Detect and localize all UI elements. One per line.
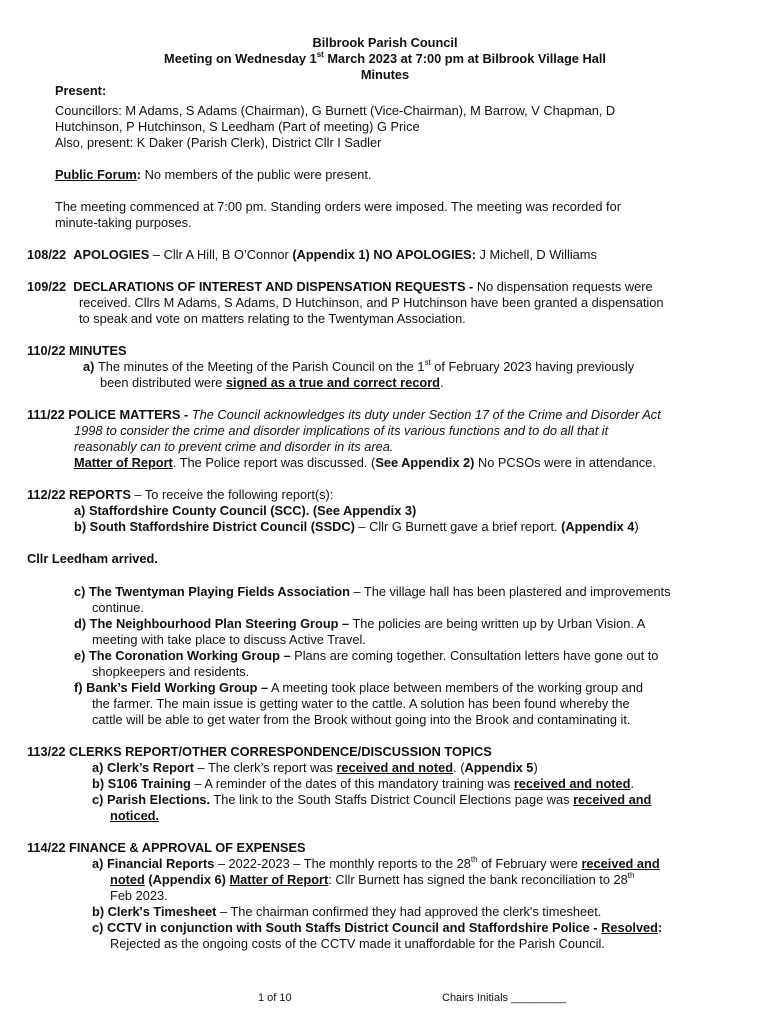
item-110: 110/22 MINUTES	[27, 343, 127, 358]
council-title: Bilbrook Parish Council	[312, 35, 458, 50]
item-112-c-text: continue.	[92, 600, 144, 615]
item-112-d: d) The Neighbourhood Plan Steering Group – The policies are being written up by Urban Vision. A	[74, 616, 646, 631]
item-112-f-text: cattle will be able to get water from the Brook without going into the Brook and contaminating it.	[92, 712, 631, 727]
item-114: 114/22 FINANCE & APPROVAL OF EXPENSES	[27, 840, 306, 855]
item-109-text: to speak and vote on matters relating to the Twentyman Association.	[79, 311, 466, 326]
page-number: 1 of 10	[258, 992, 292, 1004]
present-line: Councillors: M Adams, S Adams (Chairman), G Burnett (Vice-Chairman), M Barrow, V Chapman, D	[55, 103, 616, 118]
item-112-a: a) Staffordshire County Council (SCC). (See Appendix 3)	[74, 503, 417, 518]
document-type: Minutes	[360, 67, 410, 82]
item-113-c-text: noticed.	[110, 808, 160, 823]
item-113-a: a) Clerk’s Report – The clerk’s report was received and noted. (Appendix 5)	[92, 760, 538, 775]
item-111-report: Matter of Report. The Police report was discussed. (See Appendix 2) No PCSOs were in attendance.	[74, 455, 656, 470]
item-114-a-text: noted (Appendix 6) Matter of Report: Cllr Burnett has signed the bank reconciliation to 28th	[110, 870, 635, 887]
item-109: 109/22 DECLARATIONS OF INTEREST AND DISPENSATION REQUESTS - No dispensation requests were	[27, 279, 653, 294]
item-114-a: a) Financial Reports – 2022-2023 – The monthly reports to the 28th of February were received and	[92, 854, 660, 871]
item-113-b: b) S106 Training – A reminder of the dates of this mandatory training was received and noted.	[92, 776, 635, 791]
item-111-text: reasonably can to prevent crime and disorder in its area.	[74, 439, 394, 454]
item-112: 112/22 REPORTS – To receive the following report(s):	[27, 487, 334, 502]
item-114-b: b) Clerk's Timesheet – The chairman confirmed they had approved the clerk's timesheet.	[92, 904, 602, 919]
public-forum: Public Forum: No members of the public were present.	[55, 167, 372, 182]
item-112-e: e) The Coronation Working Group – Plans are coming together. Consultation letters have gone out to	[74, 648, 659, 663]
item-114-c-text: Rejected as the ongoing costs of the CCTV made it unaffordable for the Parish Council.	[110, 936, 605, 951]
meeting-title: Meeting on Wednesday 1st March 2023 at 7:00 pm at Bilbrook Village Hall	[164, 49, 606, 66]
present-line: Hutchinson, P Hutchinson, S Leedham (Part of meeting) G Price	[55, 119, 420, 134]
item-114-a-text: Feb 2023.	[110, 888, 168, 903]
item-108: 108/22 APOLOGIES – Cllr A Hill, B O’Connor (Appendix 1) NO APOLOGIES: J Michell, D Williams	[27, 247, 597, 262]
item-109-text: received. Cllrs M Adams, S Adams, D Hutchinson, and P Hutchinson have been granted a dispensation	[79, 295, 664, 310]
present-line: Also, present: K Daker (Parish Clerk), District Cllr I Sadler	[55, 135, 382, 150]
present-heading: Present:	[55, 83, 107, 98]
item-112-e-text: shopkeepers and residents.	[92, 664, 250, 679]
item-113-c: c) Parish Elections. The link to the South Staffs District Council Elections page was received and	[92, 792, 652, 807]
item-112-c: c) The Twentyman Playing Fields Association – The village hall has been plastered and improvements	[74, 584, 671, 599]
arrival-note: Cllr Leedham arrived.	[27, 551, 158, 566]
item-112-f: f) Bank’s Field Working Group – A meeting took place between members of the working group and	[74, 680, 644, 695]
item-112-b: b) South Staffordshire District Council (SSDC) – Cllr G Burnett gave a brief report. (Appendix 4)	[74, 519, 639, 534]
commence-text: The meeting commenced at 7:00 pm. Standing orders were imposed. The meeting was recorded for	[55, 199, 621, 214]
item-112-d-text: meeting with take place to discuss Active Travel.	[92, 632, 366, 647]
item-111: 111/22 POLICE MATTERS - The Council acknowledges its duty under Section 17 of the Crime and Disorder Act	[27, 407, 661, 422]
commence-text: minute-taking purposes.	[55, 215, 192, 230]
chairs-initials: Chairs Initials _________	[442, 992, 567, 1004]
item-110-a-text: been distributed were signed as a true and correct record.	[100, 375, 444, 390]
item-112-f-text: the farmer. The main issue is getting water to the cattle. A solution has been found whereby the	[92, 696, 630, 711]
item-111-text: 1998 to consider the crime and disorder implications of its various functions and to do all that it	[74, 423, 609, 438]
item-114-c: c) CCTV in conjunction with South Staffs District Council and Staffordshire Police - Resolved:	[92, 920, 663, 935]
item-110-a: a) The minutes of the Meeting of the Parish Council on the 1st of February 2023 having previously	[83, 357, 635, 374]
item-113: 113/22 CLERKS REPORT/OTHER CORRESPONDENCE/DISCUSSION TOPICS	[27, 744, 492, 759]
